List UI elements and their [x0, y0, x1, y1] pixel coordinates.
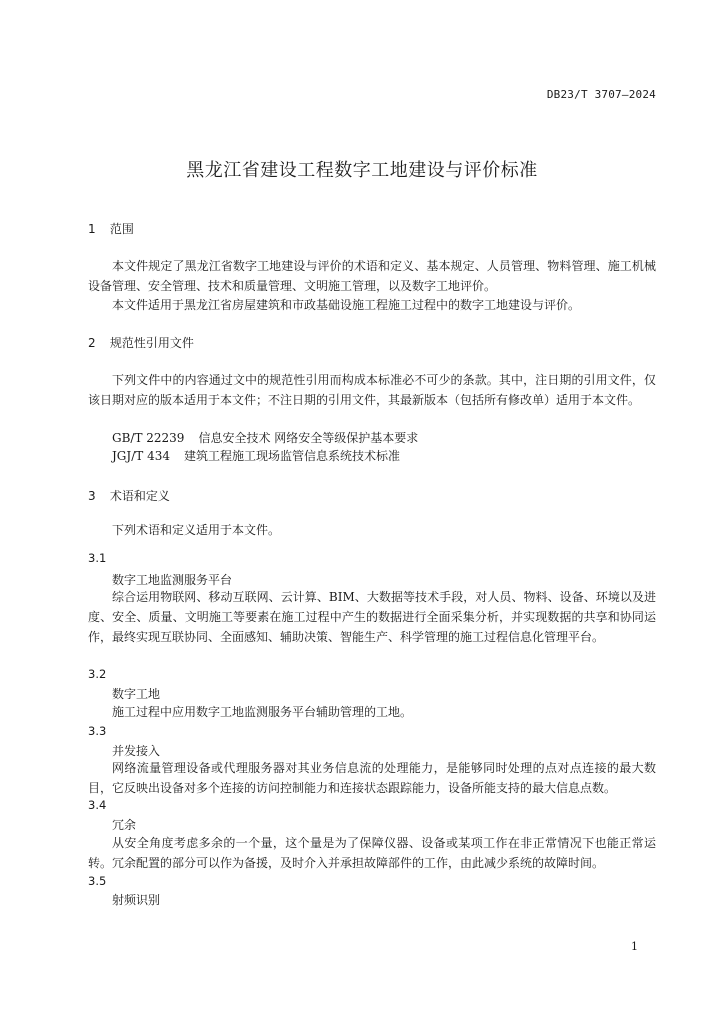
section-2-paragraph: 下列文件中的内容通过文中的规范性引用而构成本标准必不可少的条款。其中，注日期的引用文件，仅该日期对应的版本适用于本文件；不注日期的引用文件，其最新版本（包括所有修改单）适用于本文件。: [88, 373, 656, 407]
clause-3-2-term: 数字工地: [112, 687, 161, 701]
clause-3-1-number: 3.1: [88, 551, 107, 565]
section-1-paragraph-1: 本文件规定了黑龙江省数字工地建设与评价的术语和定义、基本规定、人员管理、物料管理、施工机械设备管理、安全管理、技术和质量管理、文明施工管理，以及数字工地评价。: [88, 259, 656, 293]
section-1-title: 范围: [109, 222, 134, 236]
section-2-number: 2: [88, 336, 96, 350]
clause-3-4-definition: 从安全角度考虑多余的一个量，这个量是为了保障仪器、设备或某项工作在非正常情况下也能正常运转。冗余配置的部分可以作为备援，及时介入并承担故障部件的工作，由此减少系统的故障时间。: [88, 836, 656, 870]
clause-3-1-term: 数字工地监测服务平台: [112, 573, 233, 587]
document-code: DB23/T 3707—2024: [546, 88, 656, 101]
section-2-title: 规范性引用文件: [109, 336, 194, 350]
clause-3-4-number: 3.4: [88, 798, 107, 812]
clause-3-2-number: 3.2: [88, 667, 107, 681]
reference-1: [112, 428, 418, 448]
page-number: 1: [631, 940, 638, 953]
section-1-heading: [88, 220, 134, 237]
reference-1-code: GB/T 22239: [112, 431, 185, 445]
clause-3-2-definition: 施工过程中应用数字工地监测服务平台辅助管理的工地。: [112, 705, 413, 719]
section-3-title: 术语和定义: [109, 489, 170, 503]
section-3-intro: 下列术语和定义适用于本文件。: [112, 523, 281, 537]
clause-3-4-term: 冗余: [112, 818, 137, 832]
reference-2: [112, 446, 400, 466]
section-3-heading: [88, 487, 170, 504]
section-2-heading: [88, 334, 194, 351]
reference-2-code: JGJ/T 434: [112, 449, 170, 463]
section-3-number: 3: [88, 489, 96, 503]
clause-3-1-definition: 综合运用物联网、移动互联网、云计算、BIM、大数据等技术手段，对人员、物料、设备、环境以及进度、安全、质量、文明施工等要素在施工过程中产生的数据进行全面采集分析，并实现数据的共享和协同运作，最终实现互联协同、全面感知、辅助决策、智能生产、科学管理的施工过程信息化管理平台。: [88, 590, 656, 644]
section-1-number: 1: [88, 222, 96, 236]
clause-3-3-definition: 网络流量管理设备或代理服务器对其业务信息流的处理能力，是能够同时处理的点对点连接的最大数目，它反映出设备对多个连接的访问控制能力和连接状态跟踪能力，设备所能支持的最大信息点数。: [88, 761, 656, 795]
clause-3-3-number: 3.3: [88, 724, 107, 738]
document-title: 黑龙江省建设工程数字工地建设与评价标准: [186, 160, 538, 181]
clause-3-5-term: 射频识别: [112, 893, 161, 907]
reference-2-name: 建筑工程施工现场监管信息系统技术标准: [183, 449, 400, 463]
section-1-paragraph-2: 本文件适用于黑龙江省房屋建筑和市政基础设施工程施工过程中的数字工地建设与评价。: [112, 298, 581, 312]
clause-3-3-term: 并发接入: [112, 744, 161, 758]
reference-1-name: 信息安全技术 网络安全等级保护基本要求: [198, 431, 419, 445]
clause-3-5-number: 3.5: [88, 874, 107, 888]
